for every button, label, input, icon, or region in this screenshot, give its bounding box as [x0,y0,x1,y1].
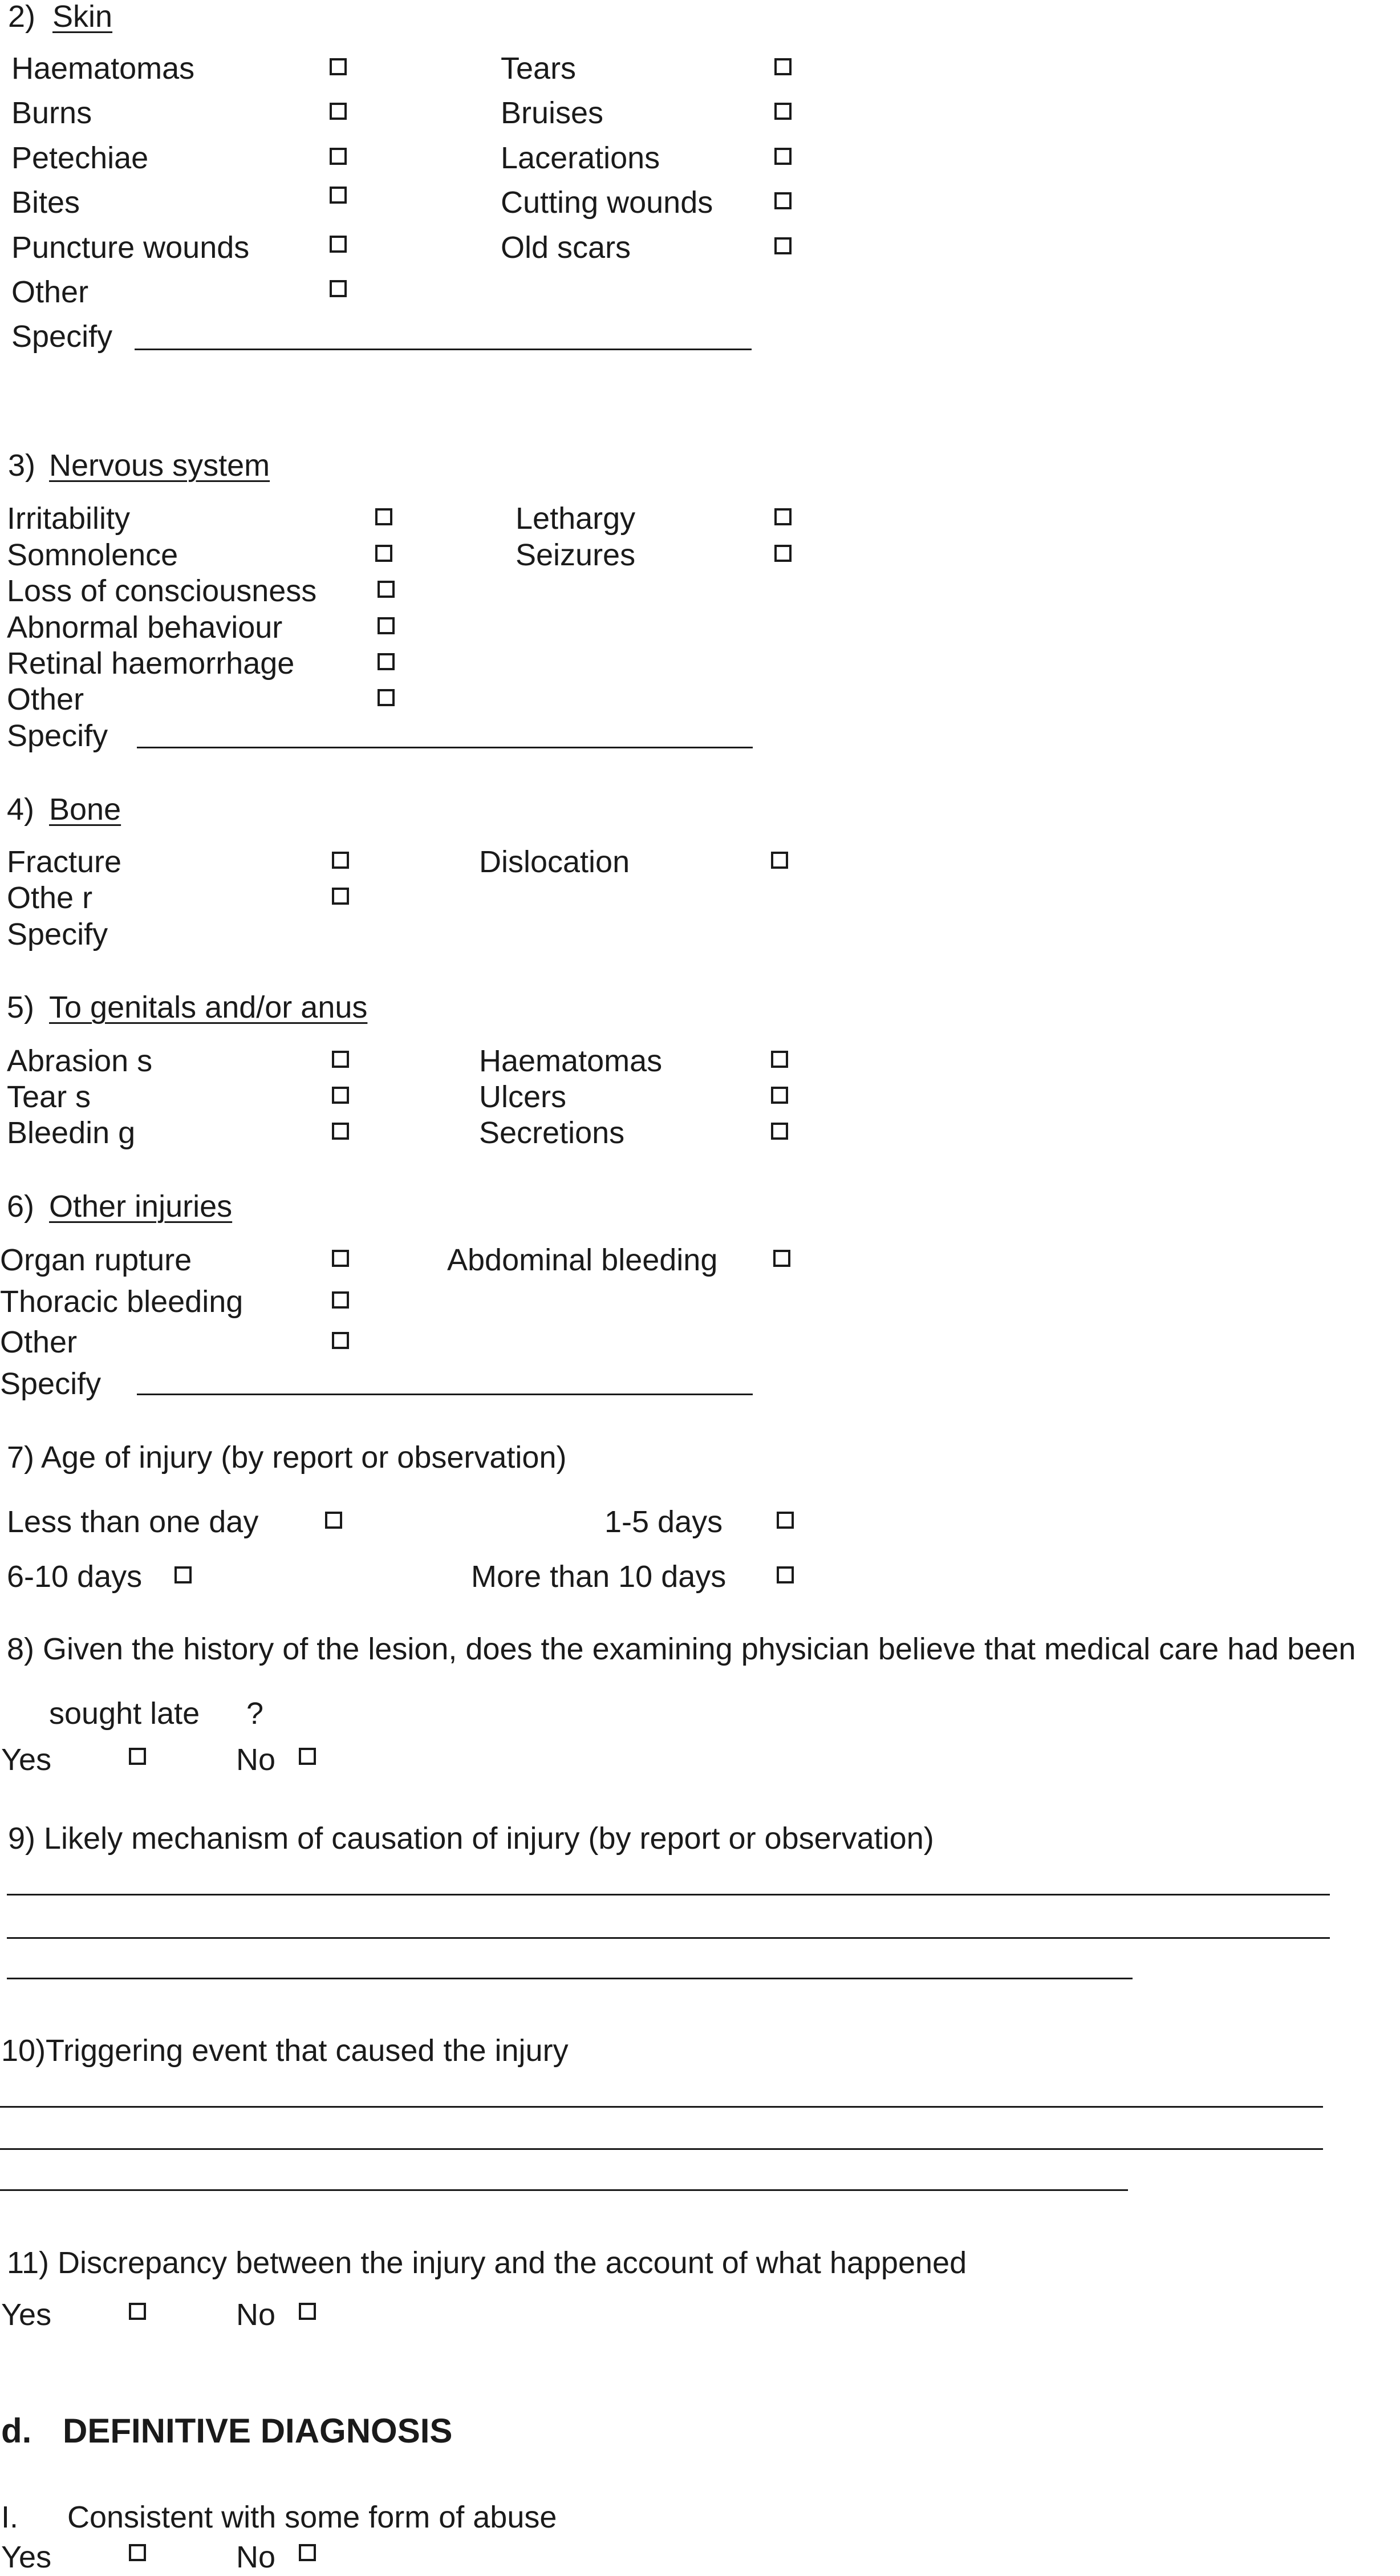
care-question-mark: ? [246,1696,264,1731]
nervous-checkbox-seizures[interactable] [774,545,792,562]
skin-specify-label: Specify [11,319,113,354]
diagnosis-heading-letter: d. [1,2412,32,2450]
care-label-no: No [236,1743,276,1777]
nervous-specify-label: Specify [7,719,108,753]
skin-checkbox-petechiae[interactable] [330,148,347,165]
bone-label-dislocation: Dislocation [479,845,630,879]
nervous-specify-line[interactable] [137,747,753,748]
other-injuries-label-thoracic-bleeding: Thoracic bleeding [0,1285,244,1319]
mechanism-answer-line[interactable] [7,1937,1330,1939]
other-injuries-label-organ-rupture: Organ rupture [0,1243,192,1277]
diagnosis-item-question: Consistent with some form of abuse [67,2500,557,2534]
care-checkbox-yes[interactable] [129,1748,146,1765]
diagnosis-checkbox-no[interactable] [299,2544,316,2561]
diagnosis-checkbox-yes[interactable] [129,2544,146,2561]
genitals-checkbox-ulcers[interactable] [771,1087,788,1104]
other-injuries-specify-line[interactable] [137,1394,753,1395]
skin-checkbox-other[interactable] [330,280,347,297]
genitals-checkbox-abrasions[interactable] [332,1051,349,1068]
nervous-checkbox-loss-of-consciousness[interactable] [378,581,395,598]
skin-label-other: Other [11,275,89,309]
skin-label-lacerations: Lacerations [501,141,660,175]
age-label-1-5-days: 1-5 days [604,1505,723,1539]
nervous-label-abnormal-behaviour: Abnormal behaviour [7,610,283,645]
nervous-heading: Nervous system [49,448,270,483]
nervous-checkbox-retinal-haemorrhage[interactable] [378,653,395,670]
genitals-checkbox-tears[interactable] [332,1087,349,1104]
skin-specify-line[interactable] [135,349,752,350]
bone-checkbox-other[interactable] [332,888,349,905]
genitals-checkbox-haematomas[interactable] [771,1051,788,1068]
skin-label-burns: Burns [11,96,92,130]
bone-heading: Bone [49,792,121,827]
other-injuries-label-other: Other [0,1325,78,1359]
skin-checkbox-burns[interactable] [330,103,347,120]
discrepancy-question: 11) Discrepancy between the injury and the account of what happened [7,2246,967,2280]
care-question-line2: sought late [49,1696,200,1731]
age-checkbox-6-10-days[interactable] [175,1566,192,1583]
bone-label-fracture: Fracture [7,845,122,879]
age-label-more-than-10-days: More than 10 days [471,1560,727,1594]
other-injuries-checkbox-thoracic-bleeding[interactable] [332,1291,349,1309]
genitals-checkbox-secretions[interactable] [771,1123,788,1140]
skin-heading: Skin [52,0,113,34]
nervous-label-irritability: Irritability [7,501,131,536]
genitals-label-haematomas: Haematomas [479,1044,663,1078]
skin-checkbox-haematomas[interactable] [330,58,347,75]
discrepancy-label-yes: Yes [1,2298,52,2332]
skin-label-tears: Tears [501,51,577,86]
skin-number: 2) [8,0,36,34]
discrepancy-checkbox-yes[interactable] [129,2303,146,2320]
nervous-checkbox-somnolence[interactable] [375,545,392,562]
skin-checkbox-tears[interactable] [774,58,792,75]
genitals-heading: To genitals and/or anus [49,990,368,1024]
nervous-label-other: Other [7,682,84,716]
genitals-label-secretions: Secretions [479,1116,625,1150]
age-label-less-than-one-day: Less than one day [7,1505,259,1539]
diagnosis-label-no: No [236,2540,276,2574]
skin-label-bites: Bites [11,185,80,220]
care-question-line1: 8) Given the history of the lesion, does the examining physician believe that medical care had been [7,1632,1356,1666]
diagnosis-item-number: I. [1,2500,19,2534]
bone-number: 4) [7,792,35,827]
bone-label-other: Othe r [7,881,93,915]
care-label-yes: Yes [1,1743,52,1777]
other-injuries-specify-label: Specify [0,1367,102,1401]
other-injuries-checkbox-abdominal-bleeding[interactable] [773,1250,790,1267]
genitals-number: 5) [7,990,35,1024]
genitals-label-ulcers: Ulcers [479,1080,567,1114]
trigger-answer-line[interactable] [0,2189,1128,2191]
nervous-label-retinal-haemorrhage: Retinal haemorrhage [7,646,295,681]
nervous-checkbox-abnormal-behaviour[interactable] [378,617,395,634]
skin-checkbox-bruises[interactable] [774,103,792,120]
other-injuries-heading: Other injuries [49,1189,233,1224]
trigger-answer-line[interactable] [0,2106,1323,2108]
skin-checkbox-lacerations[interactable] [774,148,792,165]
other-injuries-number: 6) [7,1189,35,1224]
age-checkbox-1-5-days[interactable] [777,1512,794,1529]
mechanism-answer-line[interactable] [7,1978,1133,1979]
skin-label-puncture-wounds: Puncture wounds [11,230,250,265]
trigger-answer-line[interactable] [0,2148,1323,2150]
skin-label-bruises: Bruises [501,96,604,130]
bone-specify-label: Specify [7,917,108,951]
nervous-label-seizures: Seizures [516,538,636,572]
bone-checkbox-fracture[interactable] [332,852,349,869]
diagnosis-label-yes: Yes [1,2540,52,2574]
skin-label-cutting-wounds: Cutting wounds [501,185,713,220]
age-question: 7) Age of injury (by report or observation) [7,1440,567,1475]
skin-checkbox-bites[interactable] [330,187,347,204]
bone-checkbox-dislocation[interactable] [771,852,788,869]
nervous-checkbox-irritability[interactable] [375,508,392,525]
trigger-question: 10)Triggering event that caused the injury [1,2034,569,2068]
nervous-label-somnolence: Somnolence [7,538,178,572]
skin-checkbox-puncture-wounds[interactable] [330,236,347,253]
age-checkbox-less-than-one-day[interactable] [325,1512,342,1529]
care-checkbox-no[interactable] [299,1748,316,1765]
nervous-label-lethargy: Lethargy [516,501,636,536]
genitals-label-bleeding: Bleedin g [7,1116,136,1150]
other-injuries-label-abdominal-bleeding: Abdominal bleeding [447,1243,718,1277]
skin-checkbox-cutting-wounds[interactable] [774,192,792,209]
age-label-6-10-days: 6-10 days [7,1560,143,1594]
other-injuries-checkbox-other[interactable] [332,1332,349,1349]
skin-label-old-scars: Old scars [501,230,631,265]
nervous-number: 3) [8,448,36,483]
other-injuries-checkbox-organ-rupture[interactable] [332,1250,349,1267]
mechanism-question: 9) Likely mechanism of causation of injury (by report or observation) [8,1821,934,1856]
discrepancy-label-no: No [236,2298,276,2332]
skin-checkbox-old-scars[interactable] [774,237,792,254]
genitals-label-tears: Tear s [7,1080,91,1114]
genitals-label-abrasions: Abrasion s [7,1044,153,1078]
mechanism-answer-line[interactable] [7,1894,1330,1895]
nervous-label-loss-of-consciousness: Loss of consciousness [7,574,317,608]
nervous-checkbox-lethargy[interactable] [774,508,792,525]
nervous-checkbox-other[interactable] [378,689,395,706]
age-checkbox-more-than-10-days[interactable] [777,1566,794,1583]
skin-label-petechiae: Petechiae [11,141,149,175]
discrepancy-checkbox-no[interactable] [299,2303,316,2320]
diagnosis-heading: DEFINITIVE DIAGNOSIS [63,2412,453,2450]
skin-label-haematomas: Haematomas [11,51,195,86]
genitals-checkbox-bleeding[interactable] [332,1123,349,1140]
